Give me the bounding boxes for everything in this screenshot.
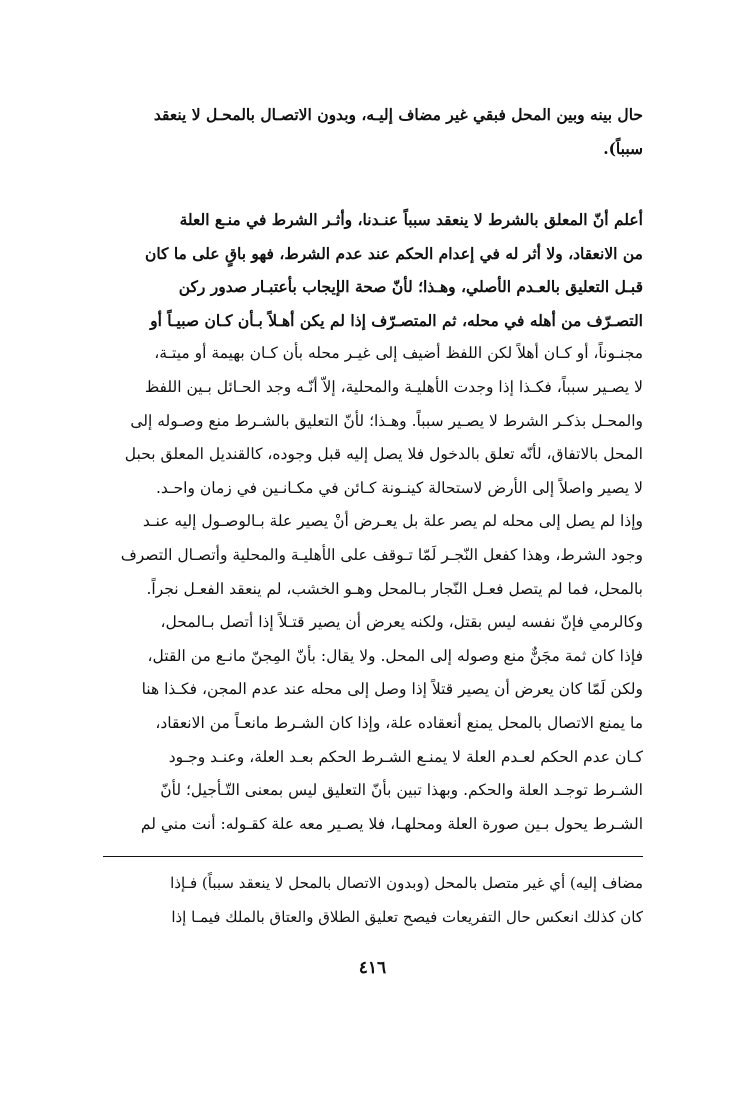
footnote-divider: [103, 856, 643, 857]
main-line-18: الشـرط توجـد العلة والحكم. وبهذا تبين بأنّ التعليق ليس بمعنى التّـأجيل؛ لأنّ: [160, 781, 643, 800]
main-line-13: وكالرمي فإنّ نفسه ليس بقتل، ولكنه يعرض أن يصير قتـلاً إذا أتصل بـالمحل،: [160, 613, 643, 632]
footnotes: [103, 866, 643, 934]
footnote-line-1: مضاف إليه) أي غير متصل بالمحل (وبدون الاتصال بالمحل لا ينعقد سبباً) فـإذا: [170, 874, 643, 892]
main-line-4: التصـرّف من أهله في محله، ثم المتصـرّف إذا لم يكن أهـلاً بـأن كـان صبيـاً أو: [150, 310, 643, 330]
main-line-1: أعلم أنّ المعلق بالشرط لا ينعقد سبباً عنـدنا، وأثـر الشرط في منـع العلة: [179, 210, 643, 229]
main-line-9: لا يصير واصلاً إلى الأرض لاستحالة كينـونة كـائن في مكـانـين في زمان واحـد.: [156, 478, 643, 497]
main-line-3: قبـل التعليق بالعـدم الأصلي، وهـذا؛ لأنّ صحة الإيجاب بأعتبـار صدور ركن: [178, 277, 643, 297]
main-line-19: الشـرط يحول بـين صورة العلة ومحلهـا، فلا يصـير معه علة كقـوله: أنت مني لم: [140, 814, 643, 833]
main-line-2: من الانعقاد، ولا أثر له في إعدام الحكم عند عدم الشرط، فهو باقٍ على ما كان: [144, 243, 643, 263]
main-line-10: وإذا لم يصل إلى محله لم يصر علة بل يعـرض أنْ يصير علة بـالوصـول إليه عنـد: [142, 512, 643, 531]
main-paragraph: [103, 203, 643, 841]
intro-line-1: حال بينه وبين المحل فبقي غير مضاف إليـه، وبدون الاتصـال بالمحـل لا ينعقد: [153, 105, 643, 124]
main-line-14: فإذا كان ثمة مجَنٌّ منع وصوله إلى المحل. ولا يقال: بأنّ المِجنّ مانـع من القتل،: [147, 646, 643, 665]
intro-line-2: سبباً).: [603, 138, 643, 158]
main-line-8: المحل بالاتفاق، لأنّه تعلق بالدخول فلا يصل إليه قبل وجوده، كالقنديل المعلق بحبل: [124, 445, 643, 464]
main-line-5: مجنـوناً، أو كـان أهلاً لكن اللفظ أضيف إلى غيـر محله بأن كـان بهيمة أو ميتـة،: [154, 344, 643, 363]
footnote-line-2: كان كذلك انعكس حال التفريعات فيصح تعليق الطلاق والعتاق بالملك فيمـا إذا: [171, 908, 643, 926]
main-line-11: وجود الشرط، وهذا كفعل النّجـر لَمّا تـوقف على الأهليـة والمحلية وأتصـال التصرف: [120, 545, 643, 564]
main-line-12: بالمحل، فما لم يتصل فعـل النّجار بـالمحل وهـو الخشب، لم ينعقد الفعـل نجراً.: [146, 579, 643, 598]
main-line-17: كـان عدم الحكم لعـدم العلة لا يمنـع الشـرط الحكم بعـد العلة، وعنـد وجـود: [168, 747, 643, 766]
main-line-7: والمحـل بذكـر الشرط لا يصـير سبباً. وهـذا؛ لأنّ التعليق بالشـرط منع وصـوله إلى: [130, 411, 643, 430]
intro-paragraph: [103, 98, 643, 165]
main-line-6: لا يصـير سبباً، فكـذا إذا وجدت الأهليـة والمحلية، إلاّ أنّـه وجد الحـائل بـين اللفظ: [144, 377, 643, 396]
main-line-15: ولكن لَمّا كان يعرض أن يصير قتلاً إذا وصل إلى محله عند عدم المجن، فكـذا هنا: [141, 680, 643, 699]
page-number: ٤١٦: [358, 958, 387, 978]
main-line-16: ما يمنع الاتصال بالمحل يمنع أنعقاده علة، وإذا كان الشـرط مانعـاً من الانعقاد،: [155, 713, 643, 732]
